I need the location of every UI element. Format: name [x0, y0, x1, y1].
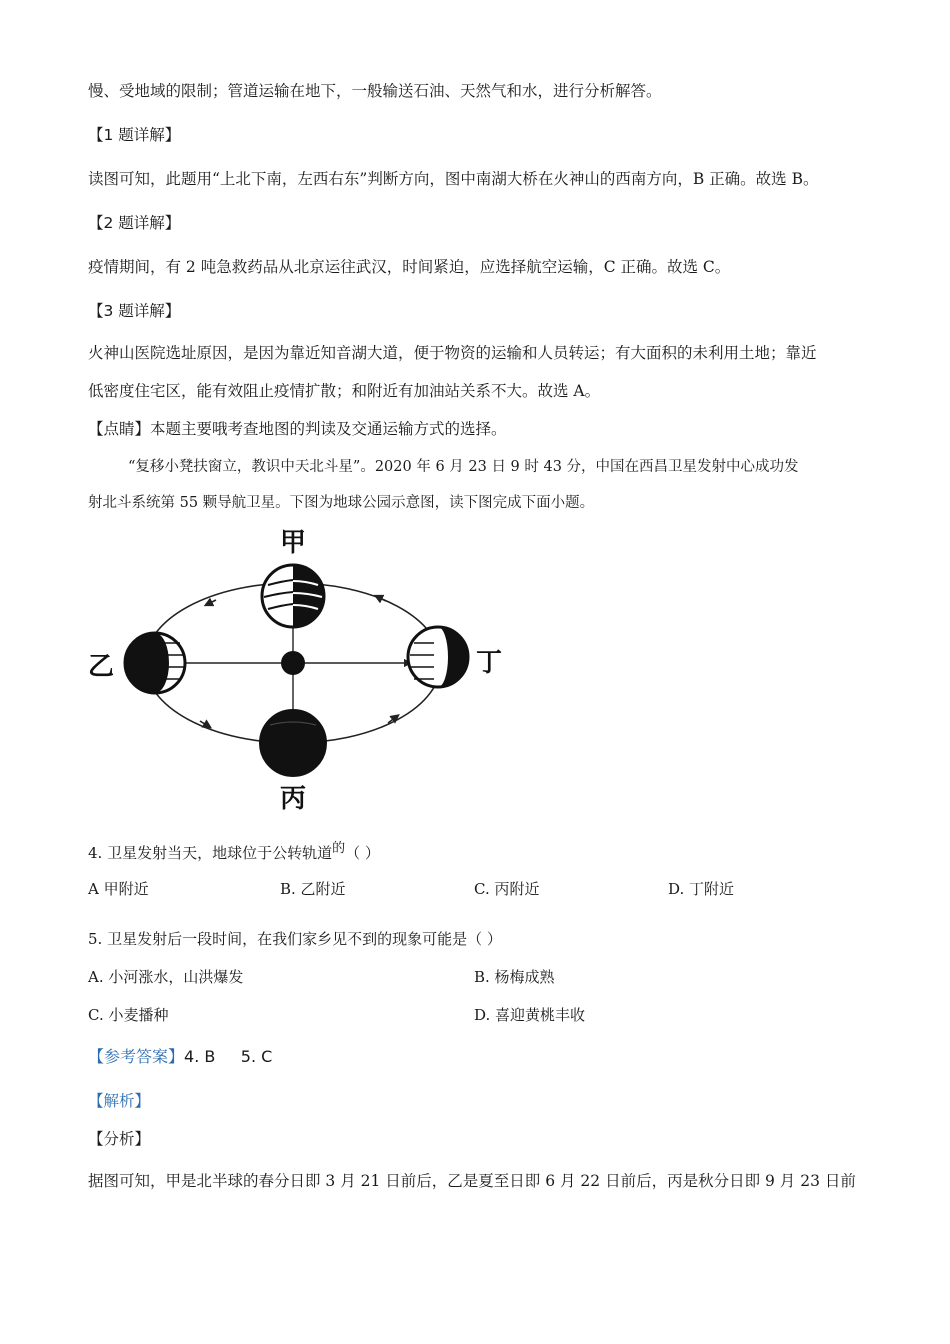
option-b: B. 乙附近 [280, 880, 346, 898]
section-heading: 【1 题详解】 [88, 126, 181, 144]
earth-icon-yi [125, 633, 185, 693]
analysis-label: 【解析】 [88, 1092, 151, 1110]
option-d: D. 丁附近 [668, 880, 735, 898]
orbit-arrow [378, 597, 386, 601]
text-line: 疫情期间，有 2 吨急救药品从北京运往武汉，时间紧迫，应选择航空运输，C 正确。故选 C。 [88, 258, 731, 276]
section-heading: 【3 题详解】 [88, 302, 181, 320]
section-heading: 【2 题详解】 [88, 214, 181, 232]
answer-label: 【参考答案】 [88, 1047, 185, 1066]
text-line: 射北斗系统第 55 颗导航卫星。下图为地球公园示意图，读下图完成下面小题。 [88, 495, 595, 511]
text-line: 读图可知，此题用“上北下南，左西右东”判断方向，图中南湖大桥在火神山的西南方向，B 正确。故选 B。 [88, 170, 819, 188]
earth-icon-bing [260, 710, 326, 776]
earth-icon-jia [262, 565, 324, 627]
option-c: C. 小麦播种 [88, 1006, 169, 1024]
option-a: A 甲附近 [88, 880, 149, 898]
text-line: 火神山医院选址原因，是因为靠近知音湖大道，便于物资的运输和人员转运；有大面积的未利用土地；靠近 [88, 344, 817, 362]
label-yi: 乙 [88, 652, 115, 682]
text-line: “复移小凳扶窗立，教识中天北斗星”。2020 年 6 月 23 日 9 时 43 分，中国在西昌卫星发射中心成功发 [128, 459, 799, 475]
fenxi-label: 【分析】 [88, 1130, 151, 1148]
sun-icon [281, 651, 305, 675]
question-4-stem: 4. 卫星发射当天，地球位于公转轨道$^的$（ ） [88, 841, 380, 862]
label-bing: 丙 [280, 784, 307, 814]
orbit-arrow [208, 600, 216, 604]
answer-line [88, 1046, 272, 1068]
label-ding: 丁 [476, 648, 503, 678]
text-line: 据图可知，甲是北半球的春分日即 3 月 21 日前后，乙是夏至日即 6 月 22 日前后，丙是秋分日即 9 月 23 日前 [88, 1172, 856, 1190]
text-line: 低密度住宅区，能有效阻止疫情扩散；和附近有加油站关系不大。故选 A。 [88, 382, 601, 400]
tip-line: 【点睛】本题主要哦考查地图的判读及交通运输方式的选择。 [88, 420, 507, 438]
answer-value: 4. B 5. C [184, 1047, 273, 1066]
option-a: A. 小河涨水，山洪爆发 [88, 968, 244, 986]
label-jia: 甲 [280, 528, 307, 558]
option-d: D. 喜迎黄桃丰收 [474, 1006, 586, 1024]
option-b: B. 杨梅成熟 [474, 968, 555, 986]
question-5-stem: 5. 卫星发射后一段时间，在我们家乡见不到的现象可能是（ ） [88, 930, 502, 948]
option-c: C. 丙附近 [474, 880, 540, 898]
earth-icon-ding [408, 627, 468, 687]
text-line: 慢、受地域的限制；管道运输在地下，一般输送石油、天然气和水，进行分析解答。 [88, 82, 662, 100]
earth-orbit-diagram [88, 525, 528, 815]
